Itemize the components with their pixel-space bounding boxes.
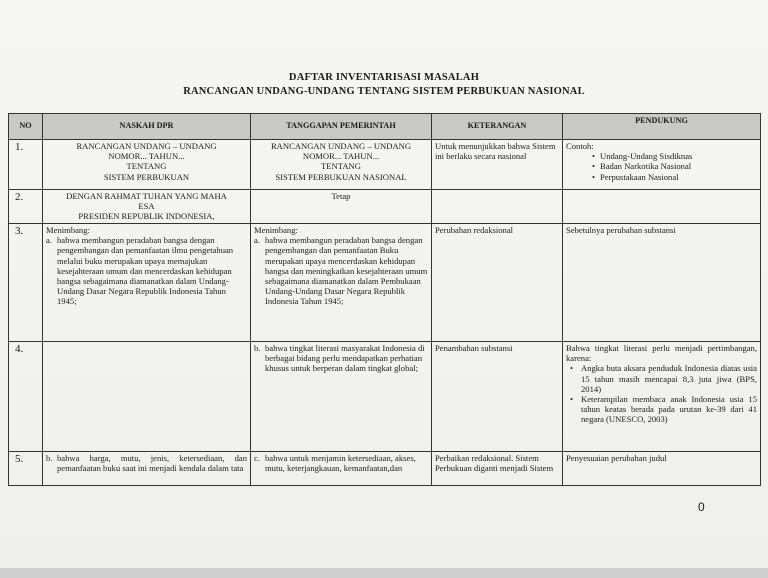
naskah-text: bahwa harga, mutu, jenis, ketersediaan, dan pemanfaatan buku saat ini menjadi kendala dalam tata (57, 453, 247, 474)
naskah-cell (43, 224, 251, 342)
document-subtitle: RANCANGAN UNDANG-UNDANG TENTANG SISTEM PERBUKUAN NASIONAL (183, 86, 585, 97)
keterangan-cell: Penambahan substansi (432, 342, 563, 452)
pendukung-cell (563, 140, 761, 190)
tanggapan-line: NOMOR... TAHUN... (302, 151, 380, 162)
row-number: 4. (9, 342, 43, 452)
naskah-cell (43, 140, 251, 190)
list-item: • Undang-Undang Sisdiknas (566, 151, 757, 161)
page-number: 0 (698, 500, 705, 514)
naskah-text: bahwa membangun peradaban bangsa dengan pengembangan dan pemanfaatan ilmu pengetahuan melalui buku merupakan upaya memajukan kesejahteraan umum dan mencerdaskan kehidupan bangsa sebagaimana diamanatkan dalam Undang-Undang Dasar Negara Republik Indonesia Tahun 1945; (57, 235, 234, 307)
header-naskah-dpr: NASKAH DPR (43, 114, 251, 140)
naskah-line: RANCANGAN UNDANG – UNDANG (76, 141, 217, 151)
item-marker: b. (254, 343, 261, 353)
item-marker: c. (254, 453, 260, 463)
tanggapan-cell (251, 342, 432, 452)
pendukung-intro: Bahwa tingkat literasi perlu menjadi pertimbangan, karena: (566, 343, 757, 364)
list-item: • Keterampilan membaca anak Indonesia usia 15 tahun keatas berada pada urutan ke-39 dari 41 negara (UNESCO, 2003) (566, 394, 757, 425)
dim-table (8, 113, 761, 486)
table-row (9, 190, 761, 224)
naskah-heading: Menimbang: (46, 225, 90, 235)
tanggapan-heading: Menimbang: (254, 225, 298, 235)
pendukung-cell: Sebetulnya perubahan substansi (563, 224, 761, 342)
keterangan-cell: Perbaikan redaksional. Sistem Perbukuan diganti menjadi Sistem (432, 452, 563, 486)
tanggapan-cell: Tetap (251, 190, 432, 224)
naskah-line: SISTEM PERBUKUAN (103, 171, 190, 182)
row-number: 2. (9, 190, 43, 224)
item-marker: a. (46, 235, 52, 246)
header-tanggapan-pemerintah: TANGGAPAN PEMERINTAH (251, 114, 432, 140)
item-marker: b. (46, 453, 53, 463)
list-item: • Badan Narkotika Nasional (566, 161, 757, 171)
header-keterangan: KETERANGAN (432, 114, 563, 140)
naskah-line: NOMOR... TAHUN... (108, 151, 185, 162)
table-row (9, 342, 761, 452)
pendukung-cell (563, 342, 761, 452)
tanggapan-line: TENTANG (321, 161, 361, 172)
naskah-line: TENTANG (126, 161, 167, 172)
tanggapan-line: SISTEM PERBUKUAN NASIONAL (275, 171, 407, 182)
row-number: 1. (9, 140, 43, 190)
pendukung-cell: Penyesuaian perubahan judul (563, 452, 761, 486)
keterangan-cell (432, 190, 563, 224)
pendukung-cell (563, 190, 761, 224)
keterangan-cell: Perubahan redaksional (432, 224, 563, 342)
tanggapan-text: bahwa untuk menjamin ketersediaan, akses, mutu, keterjangkauan, kemanfaatan,dan (265, 453, 416, 474)
tanggapan-line: RANCANGAN UNDANG – UNDANG (270, 141, 412, 151)
naskah-cell (43, 452, 251, 486)
tanggapan-text: bahwa membangun peradaban bangsa dengan pengembangan dan pemanfaatan Buku merupakan upaya mencerdaskan kehidupan bangsa dan meningkatkan kesejahteraan umum sebagaimana diamanatkan dalam Pembukaan Undang-Undang Dasar Negara Republik Indonesia Tahun 1945; (265, 235, 428, 307)
naskah-line: PRESIDEN REPUBLIK INDONESIA, (78, 211, 215, 222)
naskah-cell (43, 342, 251, 452)
naskah-line: ESA (138, 201, 155, 212)
item-marker: a. (254, 235, 260, 246)
table-row (9, 452, 761, 486)
naskah-line: DENGAN RAHMAT TUHAN YANG MAHA (66, 191, 227, 201)
header-pendukung: PENDUKUNG (563, 114, 761, 140)
list-item: • Perpustakaan Nasional (566, 172, 757, 182)
tanggapan-cell (251, 140, 432, 190)
list-item: • Angka buta aksara penduduk Indonesia diatas usia 15 tahun masih mencapai 8,3 juta jiwa (BPS, 2014) (566, 363, 757, 394)
bottom-edge (0, 568, 768, 578)
table-row (9, 140, 761, 190)
pendukung-list (566, 151, 757, 182)
table-header-row (9, 114, 761, 140)
row-number: 5. (9, 452, 43, 486)
document-title: DAFTAR INVENTARISASI MASALAH (288, 72, 480, 83)
pendukung-intro: Contoh: (566, 141, 594, 151)
table-row (9, 224, 761, 342)
keterangan-cell: Untuk menunjukkan bahwa Sistem ini berlaku secara nasional (432, 140, 563, 190)
header-no: NO (9, 114, 43, 140)
pendukung-list (566, 363, 757, 424)
row-number: 3. (9, 224, 43, 342)
tanggapan-text: bahwa tingkat literasi masyarakat Indonesia di berbagai bidang perlu mendapatkan perhatian khusus untuk berperan dalam tingkat global; (265, 343, 425, 374)
tanggapan-cell (251, 452, 432, 486)
tanggapan-cell (251, 224, 432, 342)
naskah-cell (43, 190, 251, 224)
